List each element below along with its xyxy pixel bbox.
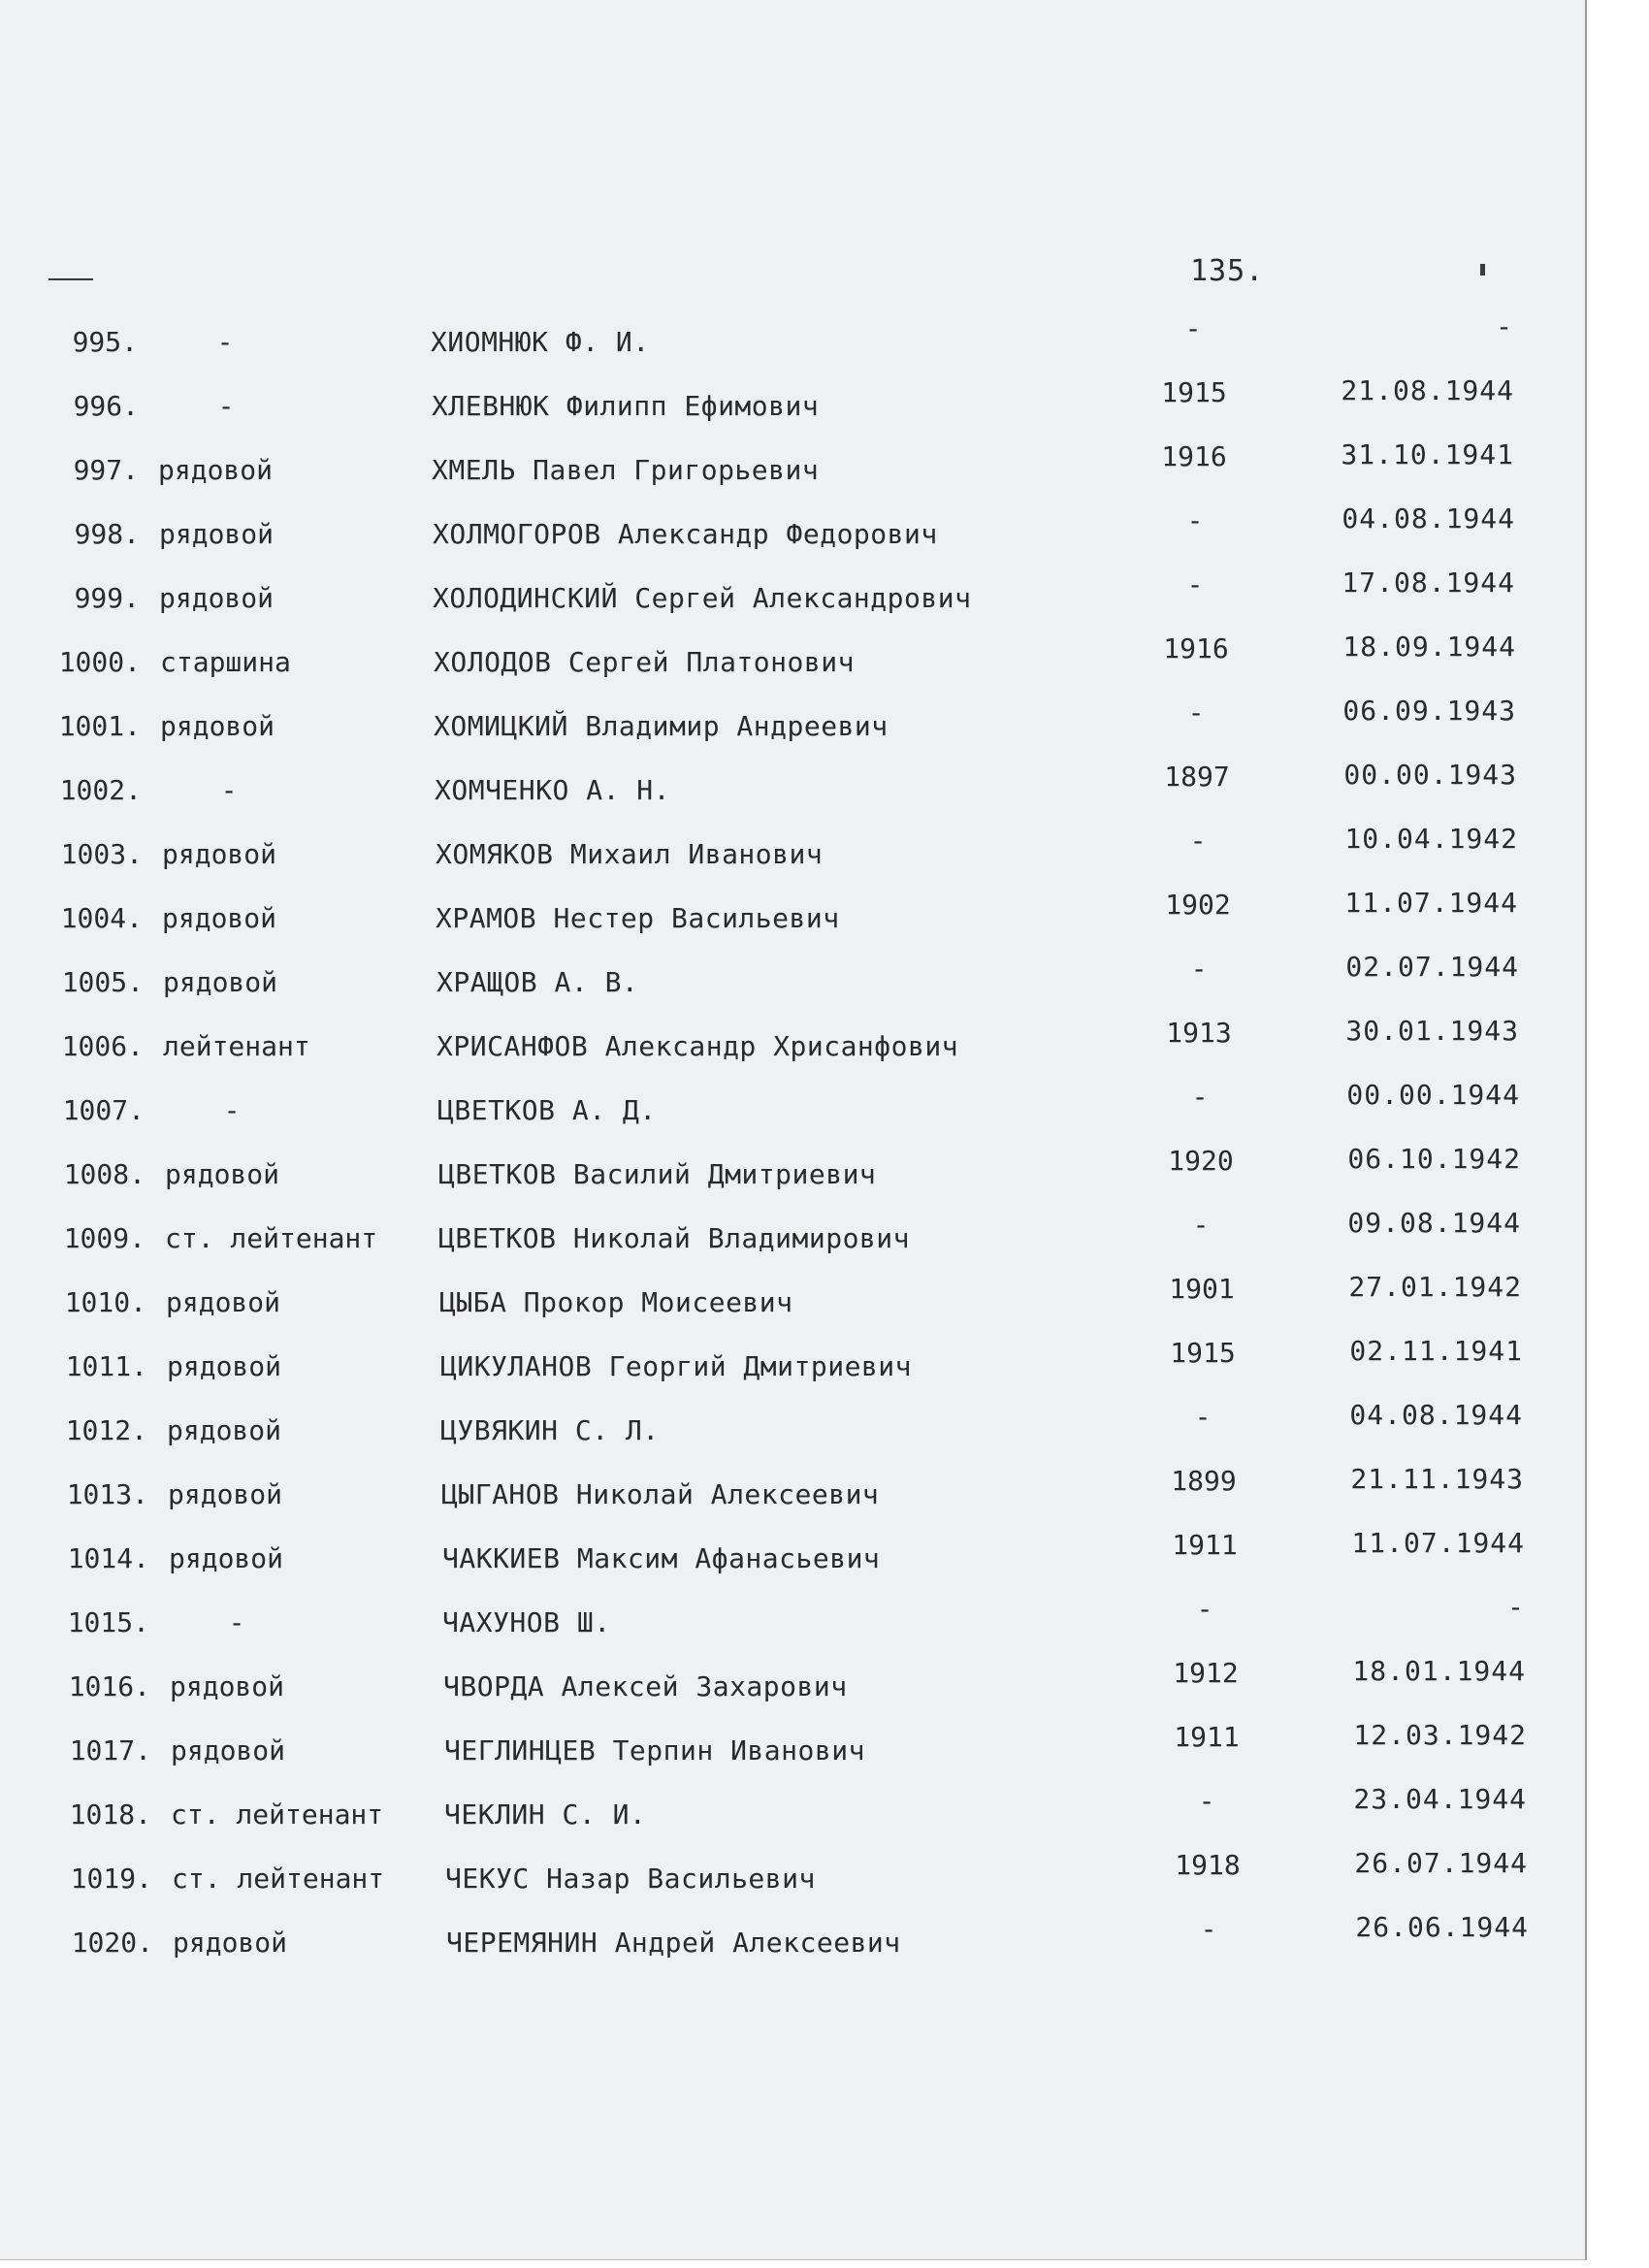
entry-rank: рядовой [159, 518, 275, 550]
entry-date: 21.08.1944 [1341, 374, 1514, 406]
entry-number: 1020. [71, 1927, 153, 1959]
casualty-list [0, 310, 1587, 1991]
entry-date: 31.10.1941 [1341, 438, 1514, 470]
entry-name: ХРИСАНФОВ Александр Хрисанфович [436, 1030, 959, 1062]
entry-rank: рядовой [173, 1927, 288, 1959]
entry-date: - [1496, 310, 1513, 342]
entry-number: 996. [73, 390, 139, 422]
entry-birth-year: 1915 [1161, 376, 1227, 408]
entry-birth-year: - [1196, 1593, 1213, 1625]
entry-name: ЧЕГЛИНЦЕВ Терпин Иванович [444, 1734, 865, 1766]
entry-date: 10.04.1942 [1344, 823, 1518, 855]
entry-number: 999. [74, 582, 140, 614]
entry-date: 27.01.1942 [1348, 1271, 1522, 1303]
entry-rank: рядовой [159, 582, 275, 614]
entry-birth-year: - [1186, 504, 1204, 536]
entry-birth-year: 1918 [1175, 1849, 1241, 1881]
entry-name: ЦУВЯКИН С. Л. [440, 1414, 660, 1446]
entry-name: ЦВЕТКОВ Николай Владимирович [438, 1222, 911, 1254]
entry-number: 1009. [63, 1222, 146, 1254]
entry-number: 1015. [67, 1606, 149, 1638]
entry-number: 1000. [58, 646, 141, 678]
entry-name: ХИОМНЮК Ф. И. [431, 326, 650, 358]
entry-date: 17.08.1944 [1342, 567, 1515, 599]
entry-date: 06.10.1942 [1347, 1143, 1521, 1175]
entry-birth-year: 1915 [1170, 1337, 1236, 1369]
entry-rank: ст. лейтенант [165, 1222, 378, 1254]
entry-rank: рядовой [167, 1350, 282, 1382]
entry-rank: рядовой [158, 454, 274, 486]
entry-rank: - [223, 1094, 241, 1126]
entry-rank: рядовой [162, 902, 277, 934]
entry-date: 23.04.1944 [1353, 1783, 1527, 1815]
entry-name: ХОЛМОГОРОВ Александр Федорович [433, 518, 938, 550]
entry-birth-year: - [1191, 1081, 1209, 1113]
entry-name: ХОМЯКОВ Михаил Иванович [436, 838, 824, 870]
entry-birth-year: 1912 [1173, 1657, 1239, 1689]
entry-number: 1012. [65, 1414, 147, 1446]
entry-date: 11.07.1944 [1344, 887, 1518, 919]
entry-name: ХОМЧЕНКО А. Н. [435, 774, 671, 806]
entry-date: 21.11.1943 [1350, 1463, 1524, 1495]
entry-date: 30.01.1943 [1345, 1015, 1519, 1047]
entry-number: 1013. [66, 1478, 148, 1510]
entry-date: 06.09.1943 [1342, 695, 1516, 727]
entry-name: ХРАМОВ Нестер Васильевич [436, 902, 840, 934]
margin-mark [1480, 264, 1485, 275]
entry-number: 1018. [69, 1798, 151, 1831]
entry-rank: - [228, 1606, 245, 1638]
entry-birth-year: - [1198, 1785, 1215, 1817]
page-number: 135. [1190, 254, 1265, 288]
entry-name: ХРАЩОВ А. В. [436, 966, 639, 998]
entry-date: 02.07.1944 [1345, 951, 1519, 983]
entry-name: ЦЫГАНОВ Николай Алексеевич [441, 1478, 880, 1510]
entry-birth-year: - [1192, 1209, 1210, 1241]
entry-name: ЦВЕТКОВ Василий Дмитриевич [438, 1158, 877, 1190]
entry-birth-year: 1899 [1171, 1465, 1237, 1497]
entry-birth-year: 1897 [1164, 761, 1230, 793]
entry-date: 18.09.1944 [1342, 631, 1516, 663]
entry-birth-year: 1901 [1169, 1273, 1235, 1305]
entry-number: 1004. [60, 902, 143, 934]
entry-rank: - [216, 326, 234, 358]
entry-date: - [1507, 1591, 1525, 1623]
entry-number: 998. [74, 518, 140, 550]
entry-name: ЦВЕТКОВ А. Д. [437, 1094, 657, 1126]
entry-name: ЧВОРДА Алексей Захарович [443, 1670, 848, 1702]
entry-rank: рядовой [165, 1158, 280, 1190]
entry-number: 1007. [62, 1094, 145, 1126]
entry-number: 1006. [61, 1030, 144, 1062]
entry-birth-year: - [1184, 312, 1202, 344]
entry-birth-year: - [1194, 1401, 1212, 1433]
entry-rank: - [217, 390, 235, 422]
entry-date: 00.00.1943 [1343, 759, 1517, 791]
entry-birth-year: 1902 [1165, 889, 1231, 921]
entry-name: ЦИКУЛАНОВ Георгий Дмитриевич [440, 1350, 913, 1382]
entry-number: 997. [73, 454, 139, 486]
entry-name: ЧАХУНОВ Ш. [442, 1606, 611, 1638]
entry-number: 1016. [68, 1670, 150, 1702]
entry-date: 18.01.1944 [1352, 1655, 1526, 1687]
entry-name: ЧЕРЕМЯНИН Андрей Алексеевич [446, 1927, 901, 1959]
entry-name: ХЛЕВНЮК Филипп Ефимович [432, 390, 820, 422]
entry-number: 1005. [61, 966, 144, 998]
entry-date: 04.08.1944 [1342, 502, 1515, 535]
margin-mark [48, 278, 93, 280]
entry-rank: - [220, 774, 238, 806]
entry-rank: рядовой [171, 1734, 286, 1766]
entry-birth-year: 1911 [1174, 1721, 1240, 1753]
entry-number: 1003. [60, 838, 143, 870]
entry-number: 1010. [64, 1286, 146, 1318]
entry-date: 26.06.1944 [1355, 1911, 1529, 1943]
entry-birth-year: - [1189, 825, 1207, 857]
entry-number: 1001. [58, 710, 141, 742]
entry-name: ХМЕЛЬ Павел Григорьевич [432, 454, 820, 486]
entry-name: ЧЕКУС Назар Васильевич [445, 1863, 816, 1895]
entry-rank: рядовой [162, 838, 277, 870]
entry-rank: рядовой [169, 1542, 284, 1574]
entry-rank: рядовой [170, 1670, 285, 1702]
entry-rank: рядовой [160, 710, 275, 742]
entry-rank: лейтенант [163, 1030, 310, 1062]
entry-date: 12.03.1942 [1353, 1719, 1527, 1751]
entry-number: 1014. [67, 1542, 149, 1574]
entry-date: 11.07.1944 [1351, 1527, 1525, 1559]
entry-date: 09.08.1944 [1347, 1207, 1521, 1239]
entry-rank: рядовой [166, 1286, 281, 1318]
entry-date: 00.00.1944 [1346, 1079, 1520, 1111]
entry-birth-year: - [1200, 1913, 1217, 1945]
entry-number: 1011. [65, 1350, 147, 1382]
entry-birth-year: 1913 [1166, 1017, 1232, 1049]
entry-rank: ст. лейтенант [172, 1863, 385, 1895]
entry-rank: рядовой [168, 1478, 283, 1510]
entry-name: ЦЫБА Прокор Моисеевич [439, 1286, 793, 1318]
list-item [16, 1911, 1602, 1991]
entry-rank: ст. лейтенант [171, 1798, 384, 1831]
entry-name: ХОЛОДОВ Сергей Платонович [434, 646, 855, 678]
entry-birth-year: 1916 [1161, 440, 1227, 472]
entry-date: 26.07.1944 [1354, 1847, 1528, 1879]
entry-number: 1019. [70, 1863, 152, 1895]
entry-date: 04.08.1944 [1349, 1399, 1523, 1431]
entry-name: ХОЛОДИНСКИЙ Сергей Александрович [433, 582, 972, 614]
entry-rank: старшина [160, 646, 291, 678]
entry-birth-year: 1911 [1172, 1529, 1238, 1561]
entry-rank: рядовой [163, 966, 278, 998]
entry-birth-year: - [1186, 568, 1204, 600]
entry-number: 995. [72, 326, 138, 358]
entry-number: 1002. [59, 774, 142, 806]
entry-number: 1008. [63, 1158, 146, 1190]
entry-birth-year: - [1190, 953, 1208, 985]
entry-number: 1017. [69, 1734, 151, 1766]
entry-date: 02.11.1941 [1349, 1335, 1523, 1367]
entry-name: ЧАККИЕВ Максим Афанасьевич [442, 1542, 881, 1574]
entry-birth-year: 1920 [1168, 1145, 1234, 1177]
entry-birth-year: - [1187, 697, 1205, 729]
entry-name: ЧЕКЛИН С. И. [444, 1798, 647, 1831]
entry-birth-year: 1916 [1163, 632, 1229, 664]
entry-rank: рядовой [167, 1414, 282, 1446]
entry-name: ХОМИЦКИЙ Владимир Андреевич [434, 710, 889, 742]
